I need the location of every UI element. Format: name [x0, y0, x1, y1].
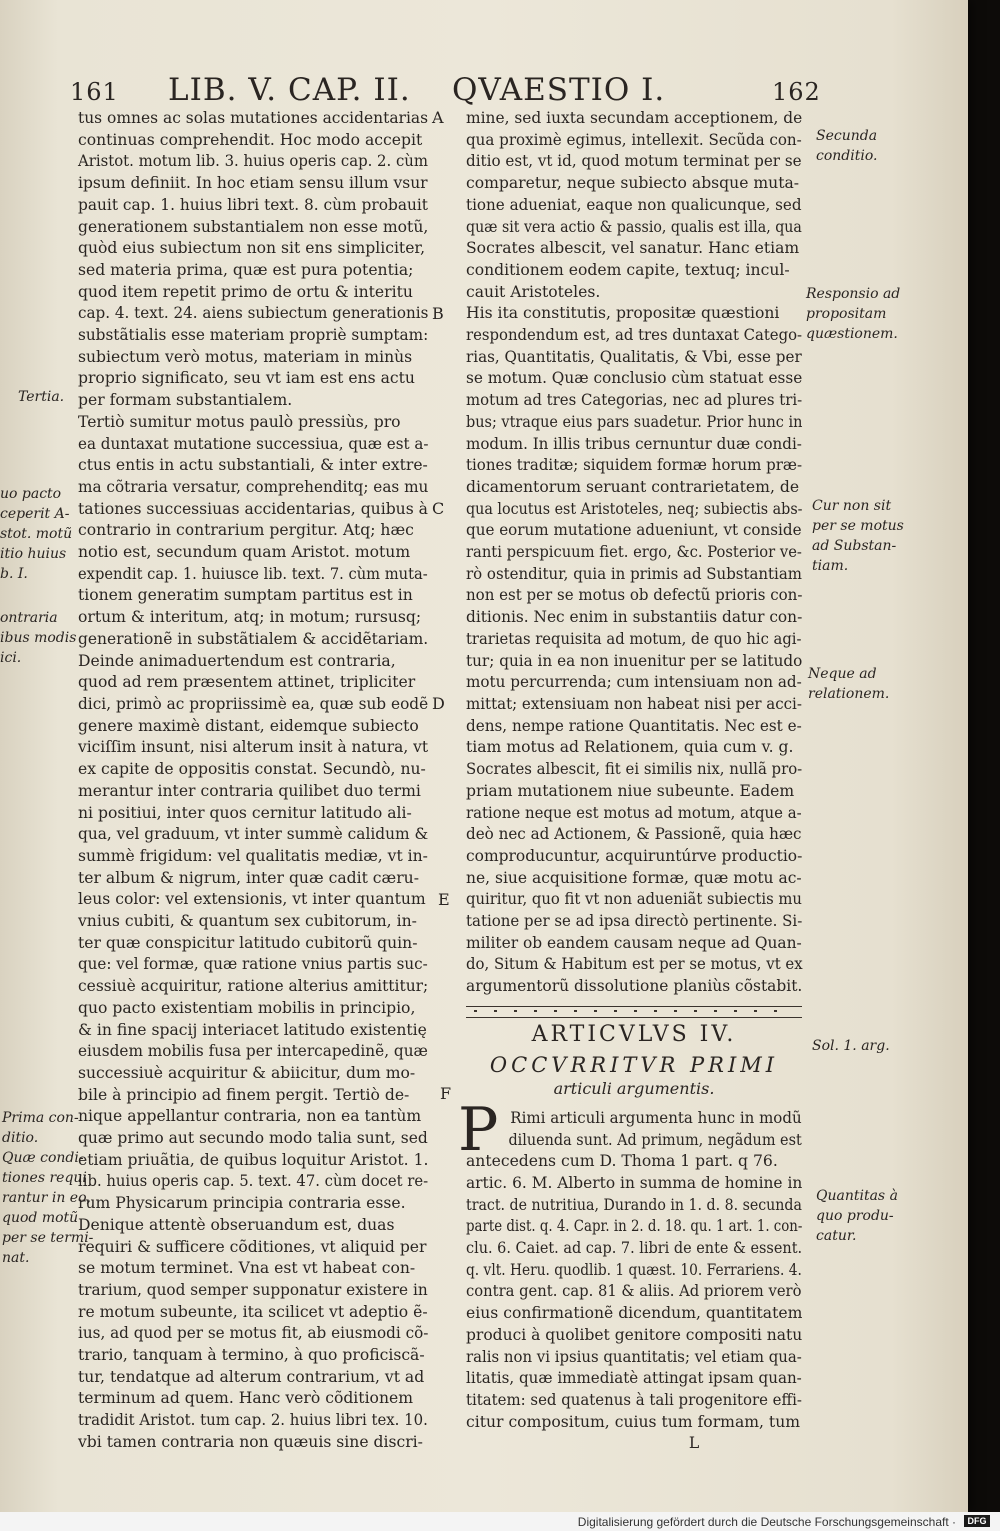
text-line: ex capite de oppositis constat. Secundò, nu-: [78, 760, 426, 779]
text-line: lib. huius operis cap. 5. text. 47. cùm docet re-: [78, 1172, 429, 1191]
text-line: motum ad tres Categorias, nec ad plures tri-: [466, 391, 803, 410]
text-line: eiusdem mobilis fusa per intercapedinẽ, quæ: [78, 1042, 428, 1061]
text-line: vnius cubiti, & quantum sex cubitorum, in-: [78, 912, 417, 931]
text-line: ratione neque est motus ad motum, atque a-: [466, 803, 802, 822]
catchword: L: [688, 1434, 700, 1453]
margin-note-sol-arg: [812, 1036, 890, 1056]
margin-note-line: Quantitas à: [816, 1188, 898, 1204]
text-line: ma cõtraria versatur, comprehenditq; eas mu: [78, 477, 429, 496]
margin-note-secunda-conditio: [816, 126, 877, 166]
text-line: requiri & sufficere cõditiones, vt aliquid per: [78, 1237, 427, 1256]
text-line: His ita constitutis, propositæ quæstioni: [466, 304, 780, 323]
text-line: cauit Aristoteles.: [466, 282, 601, 301]
margin-note-line: tiones requi: [2, 1170, 87, 1186]
margin-note-line: itio huius: [0, 546, 67, 562]
text-line: Deinde animaduertendum est contraria,: [78, 651, 396, 670]
text-line: se motum. Quæ conclusio cùm statuat esse: [466, 369, 803, 388]
text-line: mittat; extensiuam non habeat nisi per acci-: [466, 694, 802, 713]
text-line: tiam motus ad Relationem, quia cum v. g.: [466, 738, 794, 757]
left-text-column: [78, 108, 428, 1454]
text-line: respondendum est, ad tres duntaxat Catego-: [466, 326, 803, 345]
text-line: per formam substantialem.: [78, 391, 293, 410]
text-line: quiritur, quo fit vt non adueniãt subiectis mu: [466, 890, 802, 909]
text-line: ipsum definiit. In hoc etiam sensu illum vsur: [78, 174, 428, 193]
running-title: LIB. V. CAP. II.: [168, 72, 411, 108]
text-line: quæ primo aut secundo modo talia sunt, sed: [78, 1129, 428, 1148]
margin-note-line: ceperit A-: [0, 506, 70, 522]
article-text-line: citur compositum, cuius tum formam, tum: [466, 1412, 801, 1431]
article-text-line: ralis non vi ipsius quantitatis; vel etiam qua-: [466, 1347, 802, 1366]
text-line: successiuè acquiritur & abiicitur, dum mo-: [78, 1063, 416, 1082]
text-line: trarietas requisita ad motum, de quo hic agi-: [466, 629, 802, 648]
text-line: militer ob eandem causam neque ad Quan-: [466, 933, 802, 952]
margin-note-line: b. I.: [0, 566, 28, 582]
text-line: substãtialis esse materiam propriè sumptam:: [78, 326, 429, 345]
text-line: conditionem eodem capite, textuq; incul-: [466, 260, 790, 279]
text-line: quòd eius subiectum non sit ens simpliciter,: [78, 239, 426, 258]
text-line: subiectum verò motus, materiam in minùs: [78, 347, 413, 366]
section-letter-f: F: [440, 1084, 452, 1103]
margin-note-line: rantur in eo,: [2, 1190, 91, 1206]
article-subheading-2: articuli argumentis.: [553, 1078, 715, 1098]
text-line: comparetur, neque subiecto absque muta-: [466, 174, 800, 193]
section-letter-e: E: [438, 890, 450, 909]
text-line: motu percurrenda; cum intensiuam non ad-: [466, 673, 802, 692]
text-line: tationes successiuas accidentarias, quibus à: [78, 499, 428, 518]
margin-note-contraria: [0, 608, 76, 668]
text-line: mine, sed iuxta secundam acceptionem, de: [466, 109, 803, 127]
text-line: leus color: vel extensionis, vt inter quantum: [78, 890, 426, 909]
text-line: terminum ad quem. Hanc verò cõditionem: [78, 1389, 413, 1408]
text-line: cessiuè acquiritur, ratione alterius amittitur;: [78, 977, 429, 996]
text-line: tione adueniat, eaque non qualicunque, sed: [466, 195, 802, 214]
margin-note-line: Responsio ad: [806, 286, 901, 302]
text-line: tur; quia in ea non inuenitur per se latitudo: [466, 651, 803, 670]
text-line: ea duntaxat mutatione successiua, quæ est a-: [78, 434, 429, 453]
section-letter-c: C: [432, 499, 445, 518]
right-column-body: [466, 108, 802, 998]
margin-note-line: ditio.: [2, 1130, 39, 1146]
margin-note-line: relationem.: [808, 686, 890, 702]
text-line: Denique attentè obseruandum est, duas: [78, 1215, 395, 1234]
text-line: ne, siue acquisitione formæ, quæ motu ac-: [466, 868, 802, 887]
text-line: trario, tanquam à termino, à quo proficiscã-: [78, 1346, 425, 1365]
article-text-line: antecedens cum D. Thoma 1 part. q 76.: [466, 1152, 778, 1171]
article-text-line: diluenda sunt. Ad primum, negãdum est: [508, 1130, 802, 1149]
page-number-right: 162: [772, 78, 821, 106]
text-line: re motum subeunte, ita scilicet vt adeptio ẽ-: [78, 1302, 428, 1321]
margin-note-line: Prima con-: [2, 1110, 79, 1126]
text-line: sed materia prima, quæ est pura potentia;: [78, 260, 414, 279]
article-body: [458, 1094, 803, 1434]
text-line: ditio est, vt id, quod motum terminat per se: [466, 152, 802, 171]
margin-note-line: Sol. 1. arg.: [812, 1038, 890, 1054]
text-line: generationem substantialem non esse motũ,: [78, 217, 429, 236]
text-line: comproducuntur, acquiruntúrve productio-: [466, 846, 803, 865]
article-text-line: clu. 6. Caiet. ad cap. 7. libri de ente & essent.: [466, 1239, 803, 1258]
right-text-column: [458, 108, 803, 1455]
text-line: deò nec ad Actionem, & Passionẽ, quia hæc: [466, 825, 802, 844]
margin-note-line: ici.: [0, 650, 22, 666]
article-lines: [466, 1108, 802, 1434]
page-number-left: 161: [70, 78, 119, 106]
article-text-line: q. vlt. Heru. quodlib. 1 quæst. 10. Ferrariens. 4.: [466, 1260, 802, 1279]
section-letter-a: A: [432, 108, 444, 127]
text-line: tradidit Aristot. tum cap. 2. huius libri tex. 10.: [78, 1411, 428, 1430]
text-line: qua proximè egimus, intellexit. Secũda con-: [466, 130, 802, 149]
text-line: rias, Quantitatis, Qualitatis, & Vbi, esse per: [466, 347, 802, 366]
text-line: ctus entis in actu substantiali, & inter extre-: [78, 456, 428, 475]
text-line: cap. 4. text. 24. aiens subiectum generationis: [78, 304, 429, 323]
text-line: rum Physicarum principia contraria esse.: [78, 1194, 406, 1213]
text-line: Socrates albescit, fit ei similis nix, nullã pro-: [466, 760, 803, 779]
text-line: do, Situm & Habitum est per se motus, vt ex: [466, 955, 803, 974]
text-line: ter album & nigrum, inter quæ cadit cæru-: [78, 868, 419, 887]
text-line: expendit cap. 1. huiusce lib. text. 7. cùm muta-: [78, 564, 428, 583]
text-line: trarium, quod semper supponatur existere in: [78, 1280, 428, 1299]
margin-note-line: Neque ad: [808, 666, 877, 682]
text-line: que eorum mutatione adueniunt, vt conside: [466, 521, 802, 540]
margin-note-line: ibus modis: [0, 630, 77, 646]
text-line: vbi tamen contraria non quæuis sine discri-: [78, 1432, 423, 1451]
margin-note-line: quo produ-: [816, 1208, 894, 1224]
margin-note-line: per se termi-: [2, 1230, 94, 1246]
article-text-line: Rimi articuli argumenta hunc in modũ: [510, 1108, 802, 1127]
text-line: quo pacto existentiam mobilis in principio,: [78, 998, 416, 1017]
margin-note-prima-conditio: [2, 1108, 93, 1268]
text-line: genere maximè distant, eidemque subiecto: [78, 716, 419, 735]
text-line: & in fine spacij interiacet latitudo existentię: [78, 1020, 427, 1039]
text-line: etiam priuãtia, de quibus loquitur Aristot. 1.: [78, 1150, 429, 1169]
text-line: rò ostenditur, quia in primis ad Substantiam: [466, 564, 802, 583]
text-line: ius, ad quod per se motus fit, ab eiusmodi cõ-: [78, 1324, 429, 1343]
text-line: tionem generatim sumptam partitus est in: [78, 586, 413, 605]
text-line: notio est, secundum quam Aristot. motum: [78, 543, 411, 562]
article-text-line: litatis, quæ immediatè attingat ipsam quan-: [466, 1369, 802, 1388]
margin-note-line: conditio.: [816, 148, 878, 164]
article-text-line: parte dist. q. 4. Capr. in 2. d. 18. qu. 1 art. 1. con-: [466, 1217, 803, 1236]
text-line: que: vel formæ, quæ ratione vnius partis suc-: [78, 955, 428, 974]
margin-note-line: quæstionem.: [806, 326, 898, 342]
margin-note-line: per se motus: [812, 518, 904, 534]
article-text-line: titatem: sed quatenus à tali progenitore effi-: [466, 1390, 802, 1409]
margin-note-tertia: Tertia.: [18, 389, 65, 405]
text-line: pauit cap. 1. huius libri text. 8. cùm probauit: [78, 195, 428, 214]
text-line: tus omnes ac solas mutationes accidentarias: [78, 109, 429, 127]
margin-note-line: nat.: [2, 1250, 30, 1266]
text-line: qua, vel graduum, vt inter summè calidum &: [78, 825, 429, 844]
text-line: tatione per se ad ipsa directò pertinente. Si-: [466, 912, 803, 931]
text-line: Socrates albescit, vel sanatur. Hanc etiam: [466, 239, 800, 258]
article-text-line: produci à quolibet genitore compositi natu: [466, 1325, 803, 1344]
text-line: Tertiò sumitur motus paulò pressiùs, pro: [78, 412, 401, 431]
margin-note-line: tiam.: [812, 558, 849, 574]
margin-note-quantitas: [816, 1186, 898, 1246]
text-line: argumentorũ dissolutione planiùs cõstabit.: [466, 977, 803, 996]
text-line: dens, nempe ratione Quantitatis. Nec est e-: [466, 716, 802, 735]
margin-note-line: uo pacto: [0, 486, 62, 502]
margin-note-responsio: [806, 284, 900, 344]
margin-note-line: quod motũ: [2, 1210, 79, 1226]
margin-note-line: ad Substan-: [812, 538, 897, 554]
margin-note-neque-ad-relationem: [808, 664, 889, 704]
text-line: bus; vtraque eius pars suadetur. Prior hunc in: [466, 412, 803, 431]
text-line: contrario in contrarium pergitur. Atq; hæc: [78, 521, 414, 540]
drop-cap: P: [458, 1094, 499, 1165]
margin-note-line: Quæ condi-: [2, 1150, 84, 1166]
article-text-line: eius confirmationẽ dicendum, quantitatem: [466, 1304, 803, 1323]
dfg-logo: DFG: [964, 1515, 990, 1527]
text-line: dicamentorum seruant contrarietatem, de: [466, 477, 800, 496]
text-line: proprio significato, seu vt iam est ens actu: [78, 369, 415, 388]
text-line: summè frigidum: vel qualitatis mediæ, vt in-: [78, 846, 428, 865]
text-line: qua locutus est Aristoteles, neq; subiectis abs-: [466, 499, 803, 518]
text-line: priam mutationem niue subeunte. Eadem: [466, 781, 795, 800]
margin-note-line: propositam: [806, 306, 887, 322]
text-line: nique appellantur contraria, non ea tantùm: [78, 1107, 422, 1126]
article-text-line: artic. 6. M. Alberto in summa de homine in: [466, 1173, 803, 1192]
article-heading: ARTICVLVS IV.: [531, 1021, 737, 1047]
margin-note-line: catur.: [816, 1228, 857, 1244]
text-line: quod ad rem præsentem attinet, tripliciter: [78, 673, 416, 692]
text-line: tiones traditæ; siquidem formæ horum præ-: [466, 456, 802, 475]
text-line: continuas comprehendit. Hoc modo accepit: [78, 130, 423, 149]
text-line: tur, tendatque ad alterum contrarium, vt ad: [78, 1367, 425, 1386]
text-line: modum. In illis tribus cernuntur duæ condi-: [466, 434, 802, 453]
text-line: viciſſim insunt, nisi alterum insit à natura, vt: [78, 738, 429, 757]
margin-note-line: Cur non sit: [812, 498, 892, 514]
text-line: ni positiui, inter quos cernitur latitudo ali-: [78, 803, 412, 822]
article-subheading: OCCVRRITVR PRIMI: [489, 1052, 779, 1077]
margin-note-quo-pacto: [0, 484, 72, 584]
article-text-line: contra gent. cap. 81 & aliis. Ad priorem verò: [466, 1282, 802, 1301]
text-line: se motum terminet. Vna est vt habeat con-: [78, 1259, 416, 1278]
text-line: quæ sit vera actio & passio, qualis est illa, qua: [466, 217, 802, 236]
text-line: generationẽ in substãtialem & accidẽtariam.: [78, 629, 429, 648]
text-line: ter quæ conspicitur latitudo cubitorũ quin-: [78, 933, 418, 952]
text-line: quod item repetit primo de ortu & interitu: [78, 282, 413, 301]
text-line: merantur inter contraria quilibet duo termi: [78, 781, 421, 800]
margin-note-line: ontraria: [0, 610, 58, 626]
text-line: non est per se motus ob defectũ prioris con-: [466, 586, 803, 605]
text-line: ranti perspicuum fiet. ergo, &c. Posterior ve-: [466, 543, 802, 562]
margin-note-line: stot. motũ: [0, 526, 73, 542]
article-text-line: tract. de nutritiua, Durando in 1. d. 8. secunda: [466, 1195, 802, 1214]
margin-note-line: Secunda: [816, 128, 878, 144]
section-letter-d: D: [432, 694, 445, 713]
ornamental-rule: [466, 1006, 802, 1018]
section-letter-b: B: [432, 304, 444, 323]
text-line: dici, primò ac propriissimè ea, quæ sub eodẽ: [78, 694, 429, 713]
footer-credit: Digitalisierung gefördert durch die Deutsche Forschungsgemeinschaft ·: [577, 1515, 956, 1529]
text-line: ditionis. Nec enim in substantiis datur con-: [466, 608, 803, 627]
running-title-question: QVAESTIO I.: [452, 72, 666, 108]
margin-note-cur-non-sit: [812, 496, 904, 576]
text-line: bile à principio ad finem pergit. Tertiò de-: [78, 1085, 410, 1104]
text-line: Aristot. motum lib. 3. huius operis cap. 2. cùm: [78, 152, 428, 171]
text-line: ortum & interitum, atq; in motum; rursusq;: [78, 608, 422, 627]
